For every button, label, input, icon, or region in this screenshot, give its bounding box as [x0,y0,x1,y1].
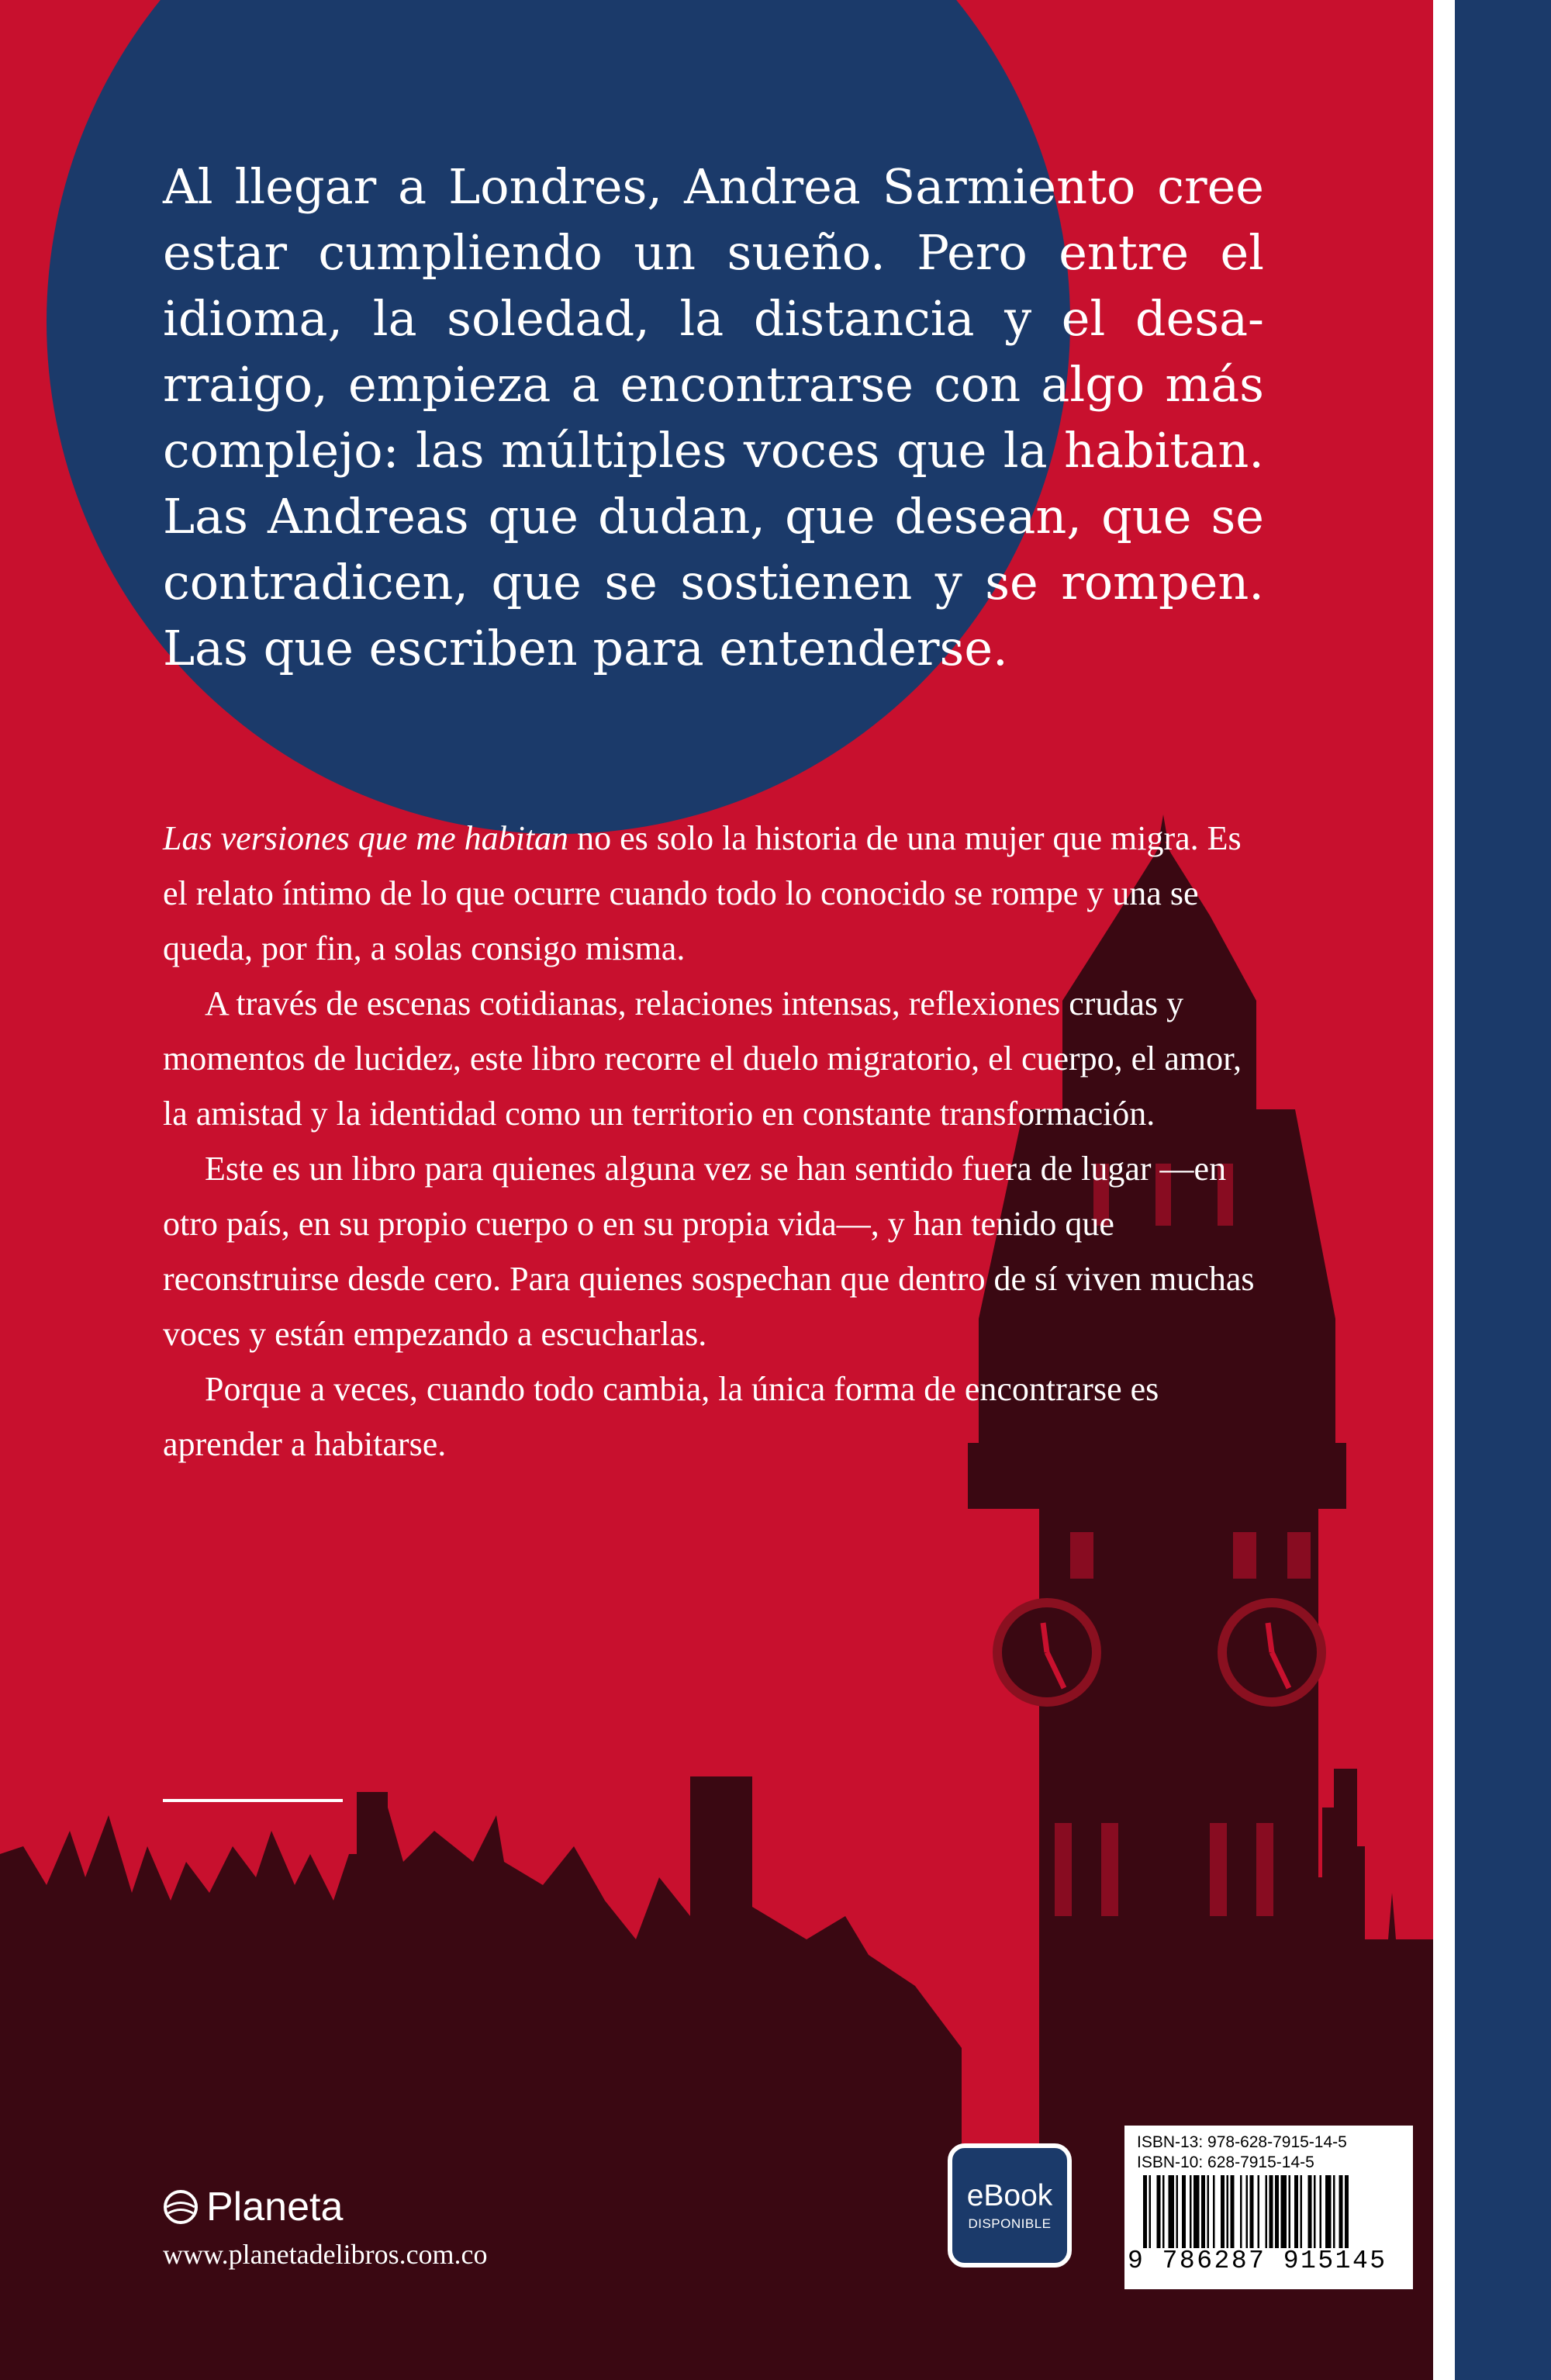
synopsis [163,811,1264,1472]
synopsis-paragraph-4: Porque a veces, cuando todo cambia, la única forma de encontrarse es aprender a habitarse. [163,1370,1159,1463]
isbn-10: ISBN-10: 628-7915-14-5 [1137,2153,1314,2171]
publisher-url[interactable]: www.planetadelibros.com.co [163,2239,488,2270]
lead-paragraph: Al llegar a Londres, Andrea Sarmiento cree estar cumpliendo un sueño. Pero entre el idioma, la soledad, la distancia y el desa-rraigo, empieza a encontrarse con algo más complejo: las múltiples voces que la habitan. Las Andreas que dudan, que desean, que se contradicen, que se sostienen y se rompen. Las que escriben para entenderse. [163,158,1264,676]
ebook-badge [948,2143,1072,2268]
decorative-rule [163,1799,343,1802]
synopsis-paragraph-1 [163,811,1264,976]
publisher-name: Planeta [206,2185,344,2230]
barcode-digits: 9 786287 915145 [1128,2247,1387,2275]
synopsis-paragraph-3: Este es un libro para quienes alguna vez se han sentido fuera de lugar —en otro país, en su propio cuerpo o en su propia vida—, y han tenido que reconstruirse desde cero. Para quienes sospechan que dentro de sí viven muchas voces y están empezando a escucharlas. [163,1150,1255,1353]
clock-face-right-icon [1218,1598,1326,1707]
publisher-block [163,2184,488,2271]
clock-face-left-icon [993,1598,1101,1707]
synopsis-paragraph-2: A través de escenas cotidianas, relaciones intensas, reflexiones crudas y momentos de lucidez, este libro recorre el duelo migratorio, el cuerpo, el amor, la amistad y la identidad como un territorio en constante transformación. [163,984,1242,1133]
book-title: Las versiones que me habitan [163,819,569,857]
synopsis-paragraph-1-text: no es solo la historia de una mujer que migra. Es el relato íntimo de lo que ocurre cuando todo lo conocido se rompe y una se queda, por fin, a solas consigo misma. [163,819,1242,967]
barcode-box [1124,2126,1413,2289]
planeta-globe-icon [163,2189,199,2225]
spine-band [1455,0,1551,2380]
barcode-bars [1143,2175,1399,2248]
publisher-logo [163,2184,488,2230]
ebook-label: eBook [966,2179,1053,2212]
ebook-sublabel: DISPONIBLE [968,2216,1052,2231]
isbn-13: ISBN-13: 978-628-7915-14-5 [1137,2133,1347,2151]
